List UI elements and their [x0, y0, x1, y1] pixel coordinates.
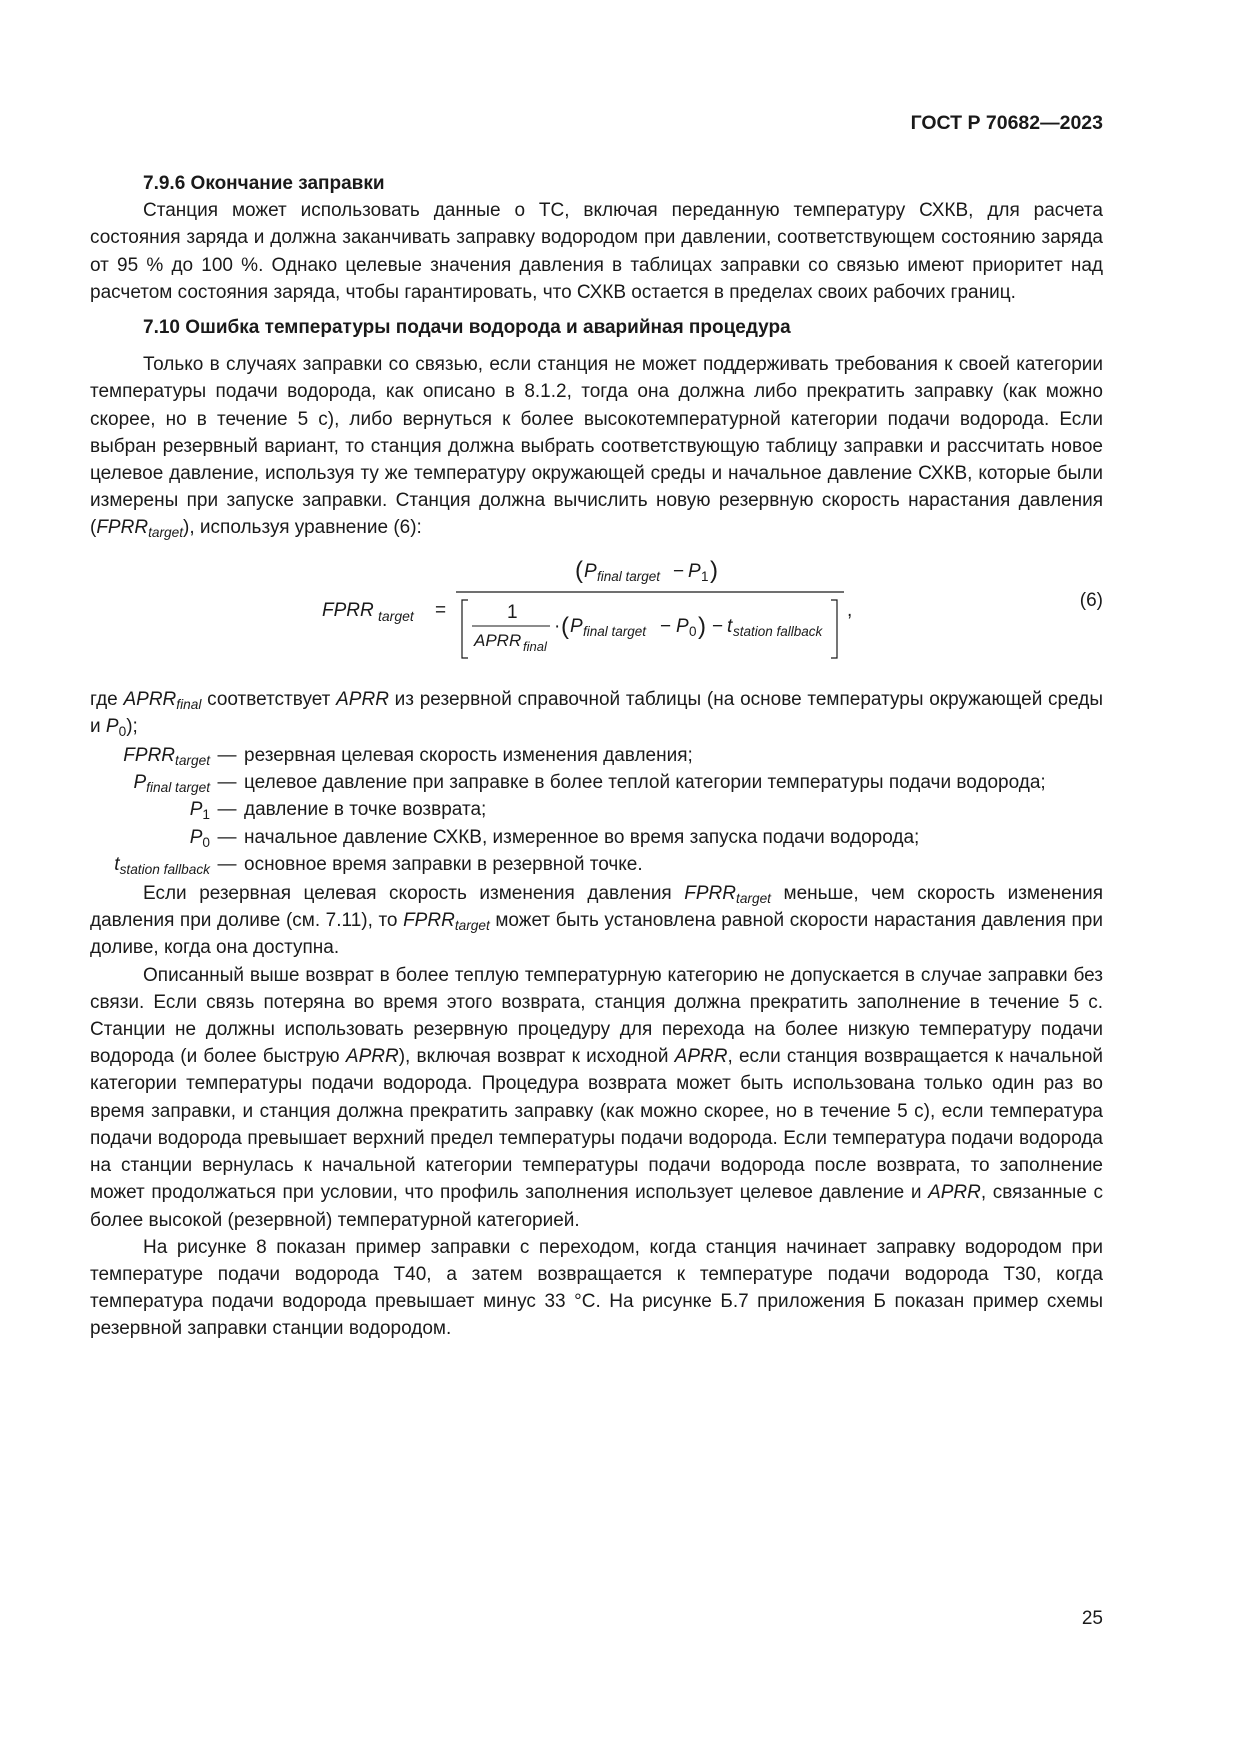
formula-lhs-sub: target: [378, 607, 414, 624]
formula-paren-right: ): [710, 556, 718, 584]
equation-6: [90, 550, 1103, 672]
warm-category-paragraph: Описанный выше возврат в более теплую температурную категорию не допускается в случае заправки без связи. Если связь потеряна во время этого возврата, станция должна прекратить заполнение в течение 5 с. Станции не должны использовать резервную процедуру для перехода на более низкую температуру подачи водорода (и более быструю APRR), включая возврат к исходной APRR, если станция возвращается к начальной категории температуры подачи водорода. Процедура возврата может быть использована только один раз во время заправки, и станция должна прекратить заправку (как можно скорее, но в течение 5 с), если температура подачи водорода превышает верхний предел температуры подачи водорода. Если температура подачи водорода на станции вернулась к начальной категории температуры подачи водорода после возврата, то заполнение может продолжаться при условии, что профиль заполнения использует целевое давление и APRR, связанные с более высокой (резервной) температурной категорией.: [90, 964, 1104, 1231]
formula-num-p1: P: [688, 560, 701, 582]
fallback-paragraph: Если резервная целевая скорость изменения давления $FPRR_{target}$ меньше, чем скорость изменения давления при доливе (см. 7.11), то $FPRR_{target}$ может быть установлена равной скорости нарастания давления при доливе, когда она доступна.: [90, 883, 1104, 959]
section-heading-7-10: 7.10 Ошибка температуры подачи водорода и аварийная процедура: [143, 317, 791, 339]
definition-item: $P_{final target}$ — целевое давление при заправке в более теплой категории температуры подачи водорода;: [133, 772, 1046, 796]
formula-lhs: FPRR: [322, 599, 374, 621]
formula-one: 1: [507, 601, 518, 623]
definition-item: $P_0$ — начальное давление СХКВ, измеренное во время запуска подачи водорода;: [189, 826, 920, 850]
document-body: [90, 170, 1103, 1343]
formula-den-minus-2: −: [712, 615, 724, 637]
formula-paren-left: (: [575, 556, 583, 584]
where-clause: где $APRR_{final}$ соответствует APRR из резервной справочной таблицы (на основе температуры окружающей среды и $P_0$);: [90, 688, 1104, 739]
formula-dot: ·: [554, 615, 561, 637]
formula-den-p-sub: final target: [583, 623, 647, 639]
page-number: 25: [1081, 1608, 1103, 1629]
formula-t-sub: station fallback: [733, 623, 823, 639]
figure-reference-paragraph: На рисунке 8 показан пример заправки с переходом, когда станция начинает заправку водородом при температуре подачи водорода Т40, а затем возвращается к температуре подачи водорода Т30, когда температура подачи водорода превышает минус 33 °С. На рисунке Б.7 приложения Б показан пример схемы резервной заправки станции водородом.: [90, 1236, 1103, 1340]
formula-aprr-sub: final: [523, 638, 547, 654]
formula-aprr: APRR: [474, 630, 522, 650]
formula-den-minus: −: [660, 615, 672, 637]
formula-comma: ,: [847, 599, 853, 621]
definitions-list: [90, 742, 1103, 878]
formula-num-sub: final target: [597, 568, 661, 584]
section-intro-paragraph: Только в случаях заправки со связью, если станция не может поддерживать требования к своей категории температуры подачи водорода, как описано в 8.1.2, тогда она должна либо прекратить заправку (как можно скорее, но в течение 5 с), либо вернуться к более высокотемпературной категории подачи водорода. Если выбран резервный вариант, то станция должна выбрать соответствующую таблицу заправки и рассчитать новое целевое давление, используя ту же температуру окружающей среды и начальное давление СХКВ, которые были измерены при запуске заправки. Станция должна вычислить новую резервную скорость нарастания давления $(FPRR_{target})$, используя уравнение (6):: [90, 354, 1103, 541]
section-heading-7-9-6: 7.9.6 Окончание заправки: [143, 173, 385, 194]
definition-item: $t_{station fallback}$ — основное время заправки в резервной точке.: [114, 853, 643, 877]
equation-number: (6): [1079, 589, 1103, 611]
section-paragraph: Станция может использовать данные о ТС, включая переданную температуру СХКВ, для расчета состояния заряда и должна заканчивать заправку водородом при давлении, соответствующем состоянию заряда от 95 % до 100 %. Однако целевые значения давления в таблицах заправки со связью имеют приоритет над расчетом состояния заряда, чтобы гарантировать, что СХКВ остается в пределах своих рабочих границ.: [90, 200, 1103, 303]
formula-num-minus: −: [673, 560, 685, 582]
document-header: ГОСТ Р 70682—2023: [910, 112, 1103, 134]
formula-inner-paren-left: (: [561, 612, 569, 640]
formula-den-p0-sub: 0: [689, 623, 697, 639]
definition-item: $FPRR_{target}$ — резервная целевая скорость изменения давления;: [123, 745, 693, 769]
formula-num-p1-sub: 1: [701, 568, 709, 584]
formula-t: t: [727, 615, 733, 637]
formula-den-p0: P: [676, 615, 689, 637]
formula-equals: =: [435, 599, 447, 621]
formula-num-p: P: [584, 560, 597, 582]
formula-den-p: P: [570, 615, 583, 637]
formula-bracket-right: [831, 600, 837, 658]
definition-item: $P_1$ — давление в точке возврата;: [189, 799, 487, 823]
formula-inner-paren-right: ): [698, 612, 706, 640]
formula-bracket-left: [462, 600, 468, 658]
